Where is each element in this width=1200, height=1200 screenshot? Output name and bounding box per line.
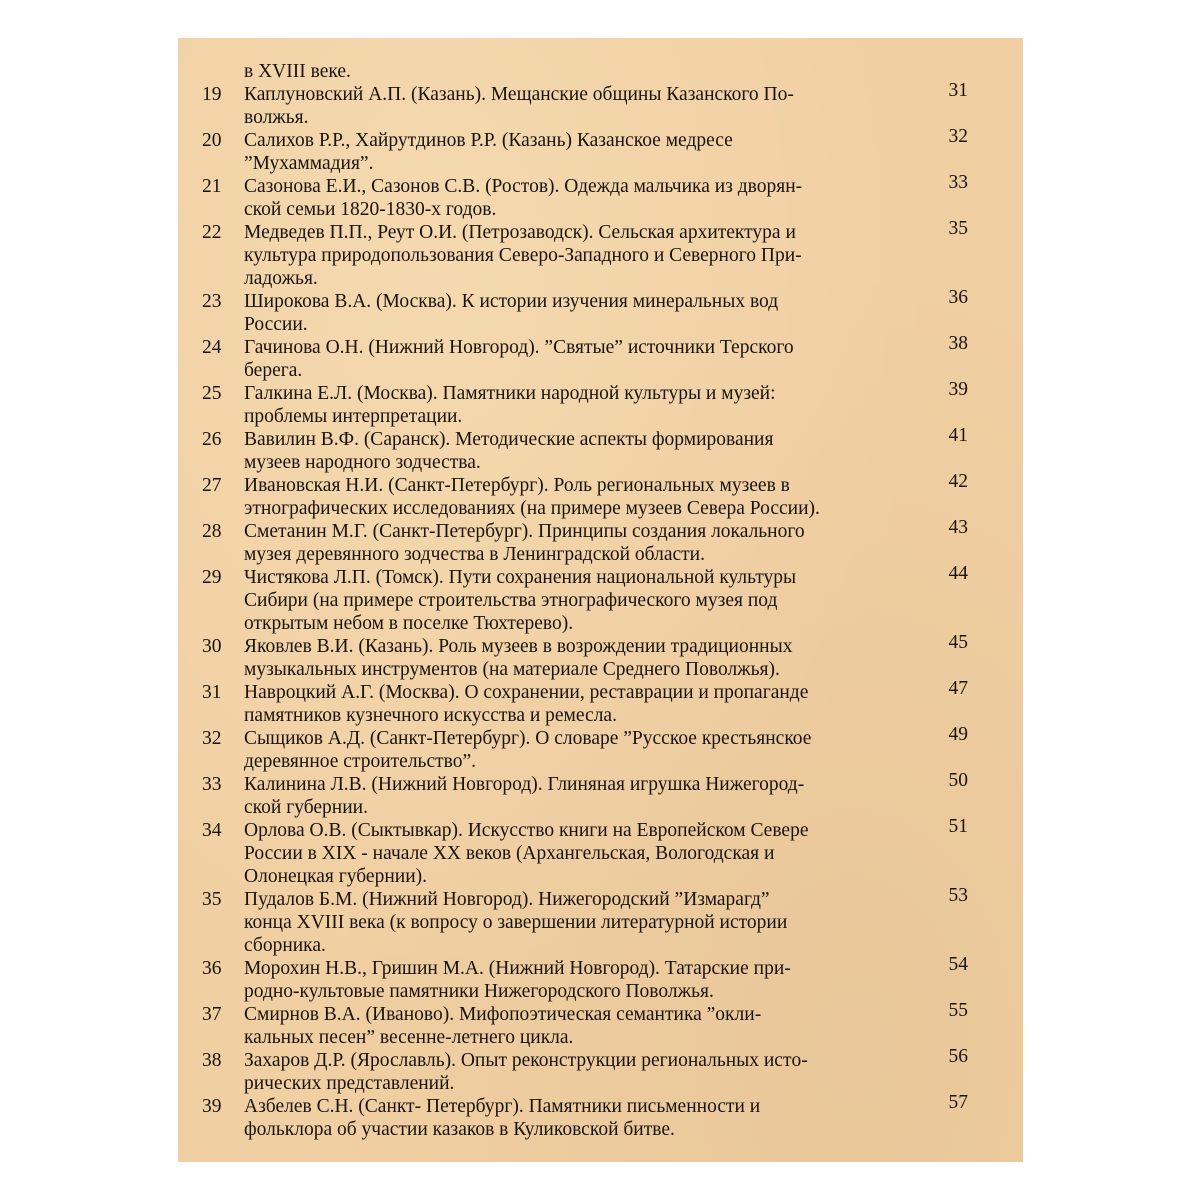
entry-number: 37 xyxy=(202,1004,222,1025)
entry-text-line: Чистякова Л.П. (Томск). Пути сохранения национальной культуры xyxy=(244,567,797,588)
entry-text-line: берега. xyxy=(244,360,303,381)
entry-page-number: 56 xyxy=(948,1046,968,1067)
entry-number: 28 xyxy=(202,521,222,542)
entry-text-line: конца XVIII века (к вопросу о завершении литературной истории xyxy=(244,912,788,933)
entry-text-line: этнографических исследованиях (на примере музеев Севера России). xyxy=(244,498,820,519)
entry-text-line: музыкальных инструментов (на материале Среднего Поволжья). xyxy=(244,659,780,680)
entry-text-line: Навроцкий А.Г. (Москва). О сохранении, реставрации и пропаганде xyxy=(244,682,809,703)
entry-number: 25 xyxy=(202,383,222,404)
toc-entry xyxy=(178,1000,1023,1049)
entry-number: 23 xyxy=(202,291,222,312)
entry-text-line: Сметанин М.Г. (Санкт-Петербург). Принципы создания локального xyxy=(244,521,805,542)
document-page xyxy=(178,38,1023,1162)
entry-text-line: Морохин Н.В., Гришин М.А. (Нижний Новгород). Татарские при- xyxy=(244,958,791,979)
entry-text-line: ской губернии. xyxy=(244,797,368,818)
continued-line: в XVIII веке. xyxy=(244,61,351,82)
entry-page-number: 44 xyxy=(948,563,968,584)
entry-text-line: открытым небом в поселке Тюхтерево). xyxy=(244,613,574,634)
toc-entry xyxy=(178,1046,1023,1095)
toc-entry xyxy=(178,885,1023,957)
entry-text-line: Каплуновский А.П. (Казань). Мещанские общины Казанского По- xyxy=(244,84,794,105)
entry-page-number: 43 xyxy=(948,517,968,538)
entry-text-line: деревянное строительство”. xyxy=(244,751,476,772)
entry-number: 24 xyxy=(202,337,222,358)
entry-page-number: 50 xyxy=(948,770,968,791)
entry-number: 31 xyxy=(202,682,222,703)
toc-entry xyxy=(178,1092,1023,1141)
entry-number: 22 xyxy=(202,222,222,243)
entry-number: 27 xyxy=(202,475,222,496)
entry-page-number: 41 xyxy=(948,425,968,446)
entry-text-line: проблемы интерпретации. xyxy=(244,406,463,427)
toc-entry xyxy=(178,172,1023,221)
entry-number: 21 xyxy=(202,176,222,197)
entry-page-number: 33 xyxy=(948,172,968,193)
entry-text-line: ской семьи 1820-1830-х годов. xyxy=(244,199,497,220)
entry-text-line: музея деревянного зодчества в Ленинградской области. xyxy=(244,544,705,565)
entry-page-number: 51 xyxy=(948,816,968,837)
toc-entry xyxy=(178,80,1023,129)
toc-entry xyxy=(178,471,1023,520)
entry-text-line: Азбелев С.Н. (Санкт- Петербург). Памятники письменности и xyxy=(244,1096,761,1117)
entry-page-number: 35 xyxy=(948,218,968,239)
entry-text-line: Широкова В.А. (Москва). К истории изучения минеральных вод xyxy=(244,291,779,312)
entry-number: 19 xyxy=(202,84,222,105)
entry-page-number: 32 xyxy=(948,126,968,147)
entry-text-line: Ивановская Н.И. (Санкт-Петербург). Роль региональных музеев в xyxy=(244,475,790,496)
entry-text-line: Медведев П.П., Реут О.И. (Петрозаводск). Сельская архитектура и xyxy=(244,222,796,243)
entry-number: 26 xyxy=(202,429,222,450)
toc-entry xyxy=(178,678,1023,727)
entry-number: 29 xyxy=(202,567,222,588)
entry-text-line: рических представлений. xyxy=(244,1073,455,1094)
entry-text-line: Сибири (на примере строительства этнографического музея под xyxy=(244,590,778,611)
entry-text-line: ладожья. xyxy=(244,268,318,289)
entry-page-number: 57 xyxy=(948,1092,968,1113)
entry-text-line: Смирнов В.А. (Иваново). Мифопоэтическая семантика ”окли- xyxy=(244,1004,762,1025)
entry-page-number: 42 xyxy=(948,471,968,492)
entry-page-number: 39 xyxy=(948,379,968,400)
entry-page-number: 38 xyxy=(948,333,968,354)
entry-text-line: Гачинова О.Н. (Нижний Новгород). ”Святые” источники Терского xyxy=(244,337,794,358)
entry-text-line: Сазонова Е.И., Сазонов С.В. (Ростов). Одежда мальчика из дворян- xyxy=(244,176,803,197)
entry-text-line: фольклора об участии казаков в Куликовской битве. xyxy=(244,1119,675,1140)
entry-text-line: Калинина Л.В. (Нижний Новгород). Глиняная игрушка Нижегород- xyxy=(244,774,805,795)
toc-entry xyxy=(178,333,1023,382)
entry-number: 30 xyxy=(202,636,222,657)
toc-entry xyxy=(178,954,1023,1003)
entry-text-line: культура природопользования Северо-Западного и Северного При- xyxy=(244,245,802,266)
entry-text-line: Пудалов Б.М. (Нижний Новгород). Нижегородский ”Измарагд” xyxy=(244,889,770,910)
entry-page-number: 49 xyxy=(948,724,968,745)
entry-text-line: ”Мухаммадия”. xyxy=(244,153,374,174)
entry-text-line: памятников кузнечного искусства и ремесла. xyxy=(244,705,617,726)
entry-number: 39 xyxy=(202,1096,222,1117)
entry-text-line: Галкина Е.Л. (Москва). Памятники народной культуры и музей: xyxy=(244,383,776,404)
entry-text-line: России в XIX - начале XX веков (Архангельская, Вологодская и xyxy=(244,843,775,864)
entry-number: 34 xyxy=(202,820,222,841)
entry-text-line: Орлова О.В. (Сыктывкар). Искусство книги на Европейском Севере xyxy=(244,820,809,841)
entry-text-line: кальных песен” весенне-летнего цикла. xyxy=(244,1027,574,1048)
entry-page-number: 53 xyxy=(948,885,968,906)
entry-text-line: Вавилин В.Ф. (Саранск). Методические аспекты формирования xyxy=(244,429,774,450)
entry-text-line: Захаров Д.Р. (Ярославль). Опыт реконструкции региональных истo- xyxy=(244,1050,808,1071)
entry-page-number: 55 xyxy=(948,1000,968,1021)
entry-text-line: сборника. xyxy=(244,935,326,956)
toc-entry xyxy=(178,770,1023,819)
entry-number: 32 xyxy=(202,728,222,749)
entry-text-line: Яковлев В.И. (Казань). Роль музеев в возрождении традиционных xyxy=(244,636,793,657)
entry-page-number: 54 xyxy=(948,954,968,975)
entry-text-line: России. xyxy=(244,314,308,335)
toc-entry xyxy=(178,287,1023,336)
entry-text-line: волжья. xyxy=(244,107,309,128)
entry-page-number: 31 xyxy=(948,80,968,101)
toc-entry xyxy=(178,379,1023,428)
toc-entry xyxy=(178,126,1023,175)
toc-entry xyxy=(178,563,1023,635)
table-of-contents xyxy=(178,60,1023,1141)
entry-number: 36 xyxy=(202,958,222,979)
entry-text-line: музеев народного зодчества. xyxy=(244,452,481,473)
entry-number: 35 xyxy=(202,889,222,910)
toc-entry xyxy=(178,724,1023,773)
toc-entry xyxy=(178,632,1023,681)
entry-text-line: Салихов Р.Р., Хайрутдинов Р.Р. (Казань) Казанское медресе xyxy=(244,130,733,151)
entry-page-number: 47 xyxy=(948,678,968,699)
entry-number: 33 xyxy=(202,774,222,795)
entry-text-line: Сыщиков А.Д. (Санкт-Петербург). О словаре ”Русское крестьянское xyxy=(244,728,812,749)
toc-entry xyxy=(178,218,1023,290)
entry-text-line: Олонецкая губернии). xyxy=(244,866,428,887)
toc-entry xyxy=(178,425,1023,474)
entry-page-number: 45 xyxy=(948,632,968,653)
toc-entry xyxy=(178,816,1023,888)
entry-text-line: родно-культовые памятники Нижегородского Поволжья. xyxy=(244,981,714,1002)
entry-page-number: 36 xyxy=(948,287,968,308)
entry-number: 38 xyxy=(202,1050,222,1071)
entry-number: 20 xyxy=(202,130,222,151)
toc-entry xyxy=(178,517,1023,566)
